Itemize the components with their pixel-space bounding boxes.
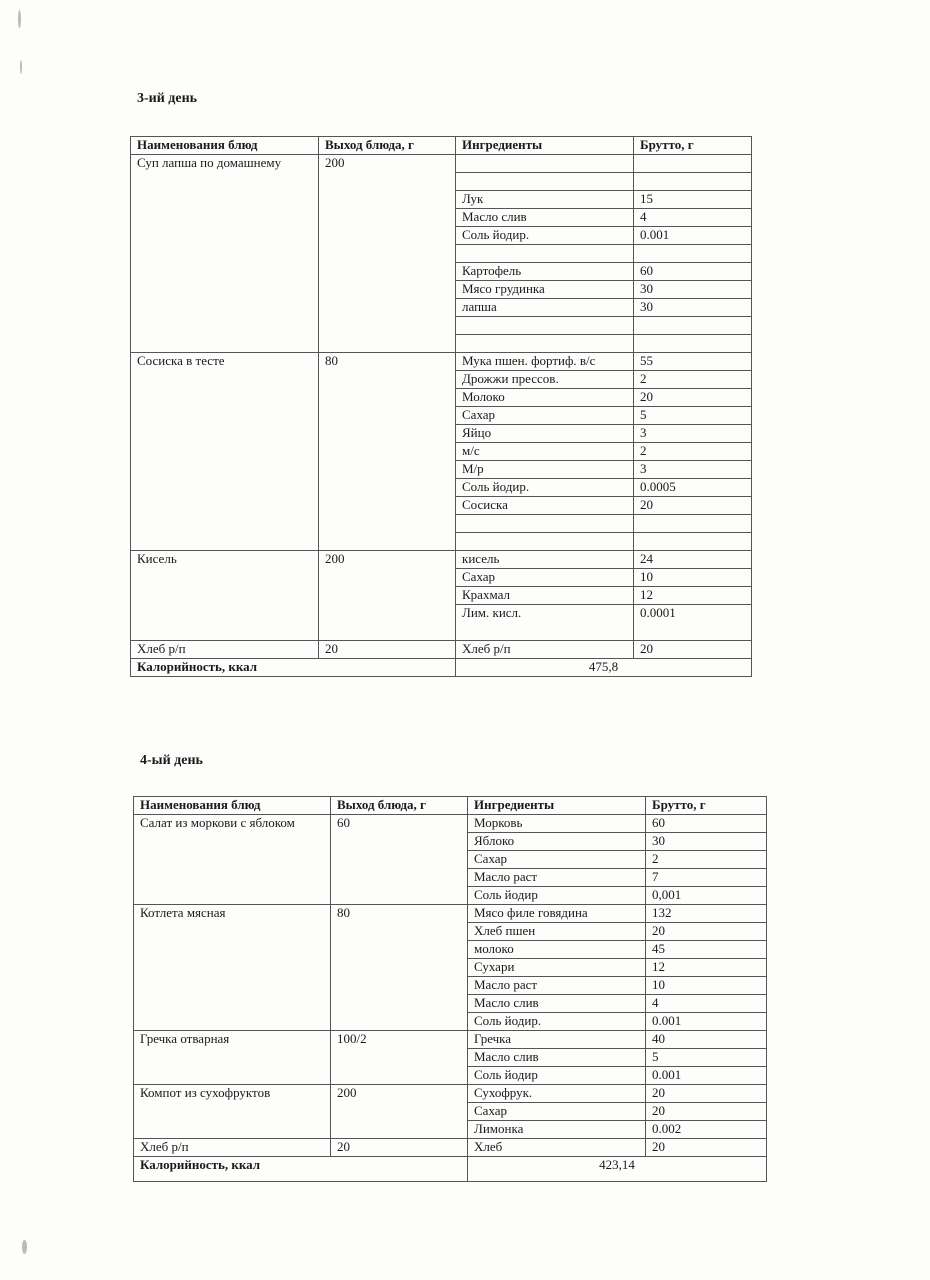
- day-4-title: 4-ый день: [140, 753, 203, 768]
- ingredient-name: Морковь: [468, 815, 646, 833]
- dish-yield: 80: [319, 353, 456, 551]
- dish-name: Хлеб р/п: [134, 1139, 331, 1157]
- ingredient-gross: 132: [646, 905, 767, 923]
- ingredient-gross: 30: [634, 299, 752, 317]
- ingredient-name: Масло слив: [468, 995, 646, 1013]
- ingredient-name: [456, 245, 634, 263]
- gross-header: Брутто, г: [634, 137, 752, 155]
- ingredient-gross: [634, 155, 752, 173]
- dish-yield: 200: [319, 551, 456, 641]
- dish-name: Хлеб р/п: [131, 641, 319, 659]
- table-row: [131, 353, 752, 371]
- ingredient-gross: 20: [646, 923, 767, 941]
- ingredient-gross: 40: [646, 1031, 767, 1049]
- ingredient-name: Сахар: [456, 569, 634, 587]
- ingredient-gross: 5: [646, 1049, 767, 1067]
- ingredient-gross: 0.001: [646, 1013, 767, 1031]
- ingredient-name: Сухари: [468, 959, 646, 977]
- ingredient-name: лапша: [456, 299, 634, 317]
- dish-name: Котлета мясная: [134, 905, 331, 1031]
- ingredient-gross: 20: [634, 641, 752, 659]
- scan-mark: [20, 60, 22, 74]
- ingredient-name: Лимонка: [468, 1121, 646, 1139]
- ingredient-name: Хлеб пшен: [468, 923, 646, 941]
- ingredient-gross: [634, 245, 752, 263]
- scan-mark: [22, 1240, 27, 1254]
- ingredient-gross: 0.0001: [634, 605, 752, 641]
- ingredient-name: Сахар: [468, 851, 646, 869]
- ingredient-gross: 3: [634, 425, 752, 443]
- ingredient-gross: 0.002: [646, 1121, 767, 1139]
- ingredient-gross: 60: [646, 815, 767, 833]
- table-row: [131, 551, 752, 569]
- gross-header: Брутто, г: [646, 797, 767, 815]
- ingredient-gross: 30: [634, 281, 752, 299]
- ingredient-gross: 60: [634, 263, 752, 281]
- ingredient-name: Соль йодир.: [456, 479, 634, 497]
- dish-yield: 20: [331, 1139, 468, 1157]
- ingredient-name: Мясо грудинка: [456, 281, 634, 299]
- ingredient-gross: 4: [634, 209, 752, 227]
- ingredient-name: Сахар: [456, 407, 634, 425]
- ingredient-name: Соль йодир: [468, 1067, 646, 1085]
- ingredient-name: Лук: [456, 191, 634, 209]
- table-row: [134, 815, 767, 833]
- ingredient-gross: 2: [646, 851, 767, 869]
- ingredient-gross: 2: [634, 443, 752, 461]
- ingredient-name: кисель: [456, 551, 634, 569]
- calorie-label: Калорийность, ккал: [131, 659, 456, 677]
- ingredient-name: [456, 515, 634, 533]
- ingredient-name: Мясо филе говядина: [468, 905, 646, 923]
- ingredient-gross: 55: [634, 353, 752, 371]
- table-row: [131, 641, 752, 659]
- ingredient-gross: 5: [634, 407, 752, 425]
- ingredient-name: [456, 155, 634, 173]
- calorie-label: Калорийность, ккал: [134, 1157, 468, 1182]
- ingredient-gross: 45: [646, 941, 767, 959]
- table-row: [131, 155, 752, 173]
- dish-yield: 200: [331, 1085, 468, 1139]
- table-row: [134, 1085, 767, 1103]
- ingredient-name: молоко: [468, 941, 646, 959]
- dish-yield: 60: [331, 815, 468, 905]
- yield-header: Выход блюда, г: [331, 797, 468, 815]
- header-row: [131, 137, 752, 155]
- ingredient-name: м/с: [456, 443, 634, 461]
- ingredient-gross: 2: [634, 371, 752, 389]
- ingredient-name: Хлеб р/п: [456, 641, 634, 659]
- ingredient-gross: [634, 515, 752, 533]
- ingredient-gross: 10: [634, 569, 752, 587]
- day-4-menu-table: [133, 796, 767, 1182]
- ingredient-name: Молоко: [456, 389, 634, 407]
- ingredient-name: Яблоко: [468, 833, 646, 851]
- dish-name-header: Наименования блюд: [134, 797, 331, 815]
- ingredient-name: Масло раст: [468, 869, 646, 887]
- calorie-row: [134, 1157, 767, 1182]
- ingredient-gross: 4: [646, 995, 767, 1013]
- ingredient-name: [456, 317, 634, 335]
- ingredient-name: Сахар: [468, 1103, 646, 1121]
- dish-name: Салат из моркови с яблоком: [134, 815, 331, 905]
- ingredient-gross: 20: [646, 1139, 767, 1157]
- ingredient-gross: 20: [646, 1085, 767, 1103]
- ingredient-gross: 0.001: [646, 1067, 767, 1085]
- ingredient-gross: 7: [646, 869, 767, 887]
- table-row: [134, 1031, 767, 1049]
- calorie-value: 423,14: [468, 1157, 767, 1182]
- ingredient-name: Сухофрук.: [468, 1085, 646, 1103]
- day-3-menu-table: [130, 136, 752, 677]
- ingredient-gross: 24: [634, 551, 752, 569]
- ingredient-name: Соль йодир.: [468, 1013, 646, 1031]
- ingredient-name: Картофель: [456, 263, 634, 281]
- ingredient-gross: [634, 317, 752, 335]
- ingredients-header: Ингредиенты: [468, 797, 646, 815]
- ingredient-name: Масло слив: [468, 1049, 646, 1067]
- calorie-value: 475,8: [456, 659, 752, 677]
- ingredient-name: Соль йодир.: [456, 227, 634, 245]
- ingredient-name: Яйцо: [456, 425, 634, 443]
- dish-yield: 200: [319, 155, 456, 353]
- dish-name: Суп лапша по домашнему: [131, 155, 319, 353]
- ingredient-name: Масло раст: [468, 977, 646, 995]
- day-3-title: 3-ий день: [137, 91, 198, 106]
- ingredient-gross: 15: [634, 191, 752, 209]
- dish-name: Гречка отварная: [134, 1031, 331, 1085]
- dish-name: Компот из сухофруктов: [134, 1085, 331, 1139]
- ingredient-name: [456, 335, 634, 353]
- dish-name: Кисель: [131, 551, 319, 641]
- ingredient-gross: [634, 335, 752, 353]
- dish-name-header: Наименования блюд: [131, 137, 319, 155]
- ingredient-name: Мука пшен. фортиф. в/с: [456, 353, 634, 371]
- table-row: [134, 905, 767, 923]
- ingredient-gross: [634, 173, 752, 191]
- ingredient-name: Хлеб: [468, 1139, 646, 1157]
- ingredient-name: М/р: [456, 461, 634, 479]
- ingredient-name: [456, 173, 634, 191]
- ingredient-gross: 20: [634, 497, 752, 515]
- ingredient-gross: 30: [646, 833, 767, 851]
- ingredient-gross: 3: [634, 461, 752, 479]
- calorie-row: [131, 659, 752, 677]
- ingredient-gross: [634, 533, 752, 551]
- ingredient-gross: 20: [646, 1103, 767, 1121]
- ingredient-gross: 0.001: [634, 227, 752, 245]
- dish-name: Сосиска в тесте: [131, 353, 319, 551]
- dish-yield: 100/2: [331, 1031, 468, 1085]
- table-row: [134, 1139, 767, 1157]
- ingredient-name: Лим. кисл.: [456, 605, 634, 641]
- yield-header: Выход блюда, г: [319, 137, 456, 155]
- ingredient-name: Соль йодир: [468, 887, 646, 905]
- ingredient-name: Сосиска: [456, 497, 634, 515]
- scan-mark: [18, 10, 21, 28]
- ingredient-gross: 12: [646, 959, 767, 977]
- ingredient-gross: 20: [634, 389, 752, 407]
- dish-yield: 20: [319, 641, 456, 659]
- ingredient-gross: 12: [634, 587, 752, 605]
- header-row: [134, 797, 767, 815]
- ingredient-name: Гречка: [468, 1031, 646, 1049]
- ingredients-header: Ингредиенты: [456, 137, 634, 155]
- ingredient-gross: 10: [646, 977, 767, 995]
- ingredient-gross: 0,001: [646, 887, 767, 905]
- ingredient-name: Крахмал: [456, 587, 634, 605]
- dish-yield: 80: [331, 905, 468, 1031]
- ingredient-gross: 0.0005: [634, 479, 752, 497]
- ingredient-name: Масло слив: [456, 209, 634, 227]
- ingredient-name: Дрожжи прессов.: [456, 371, 634, 389]
- ingredient-name: [456, 533, 634, 551]
